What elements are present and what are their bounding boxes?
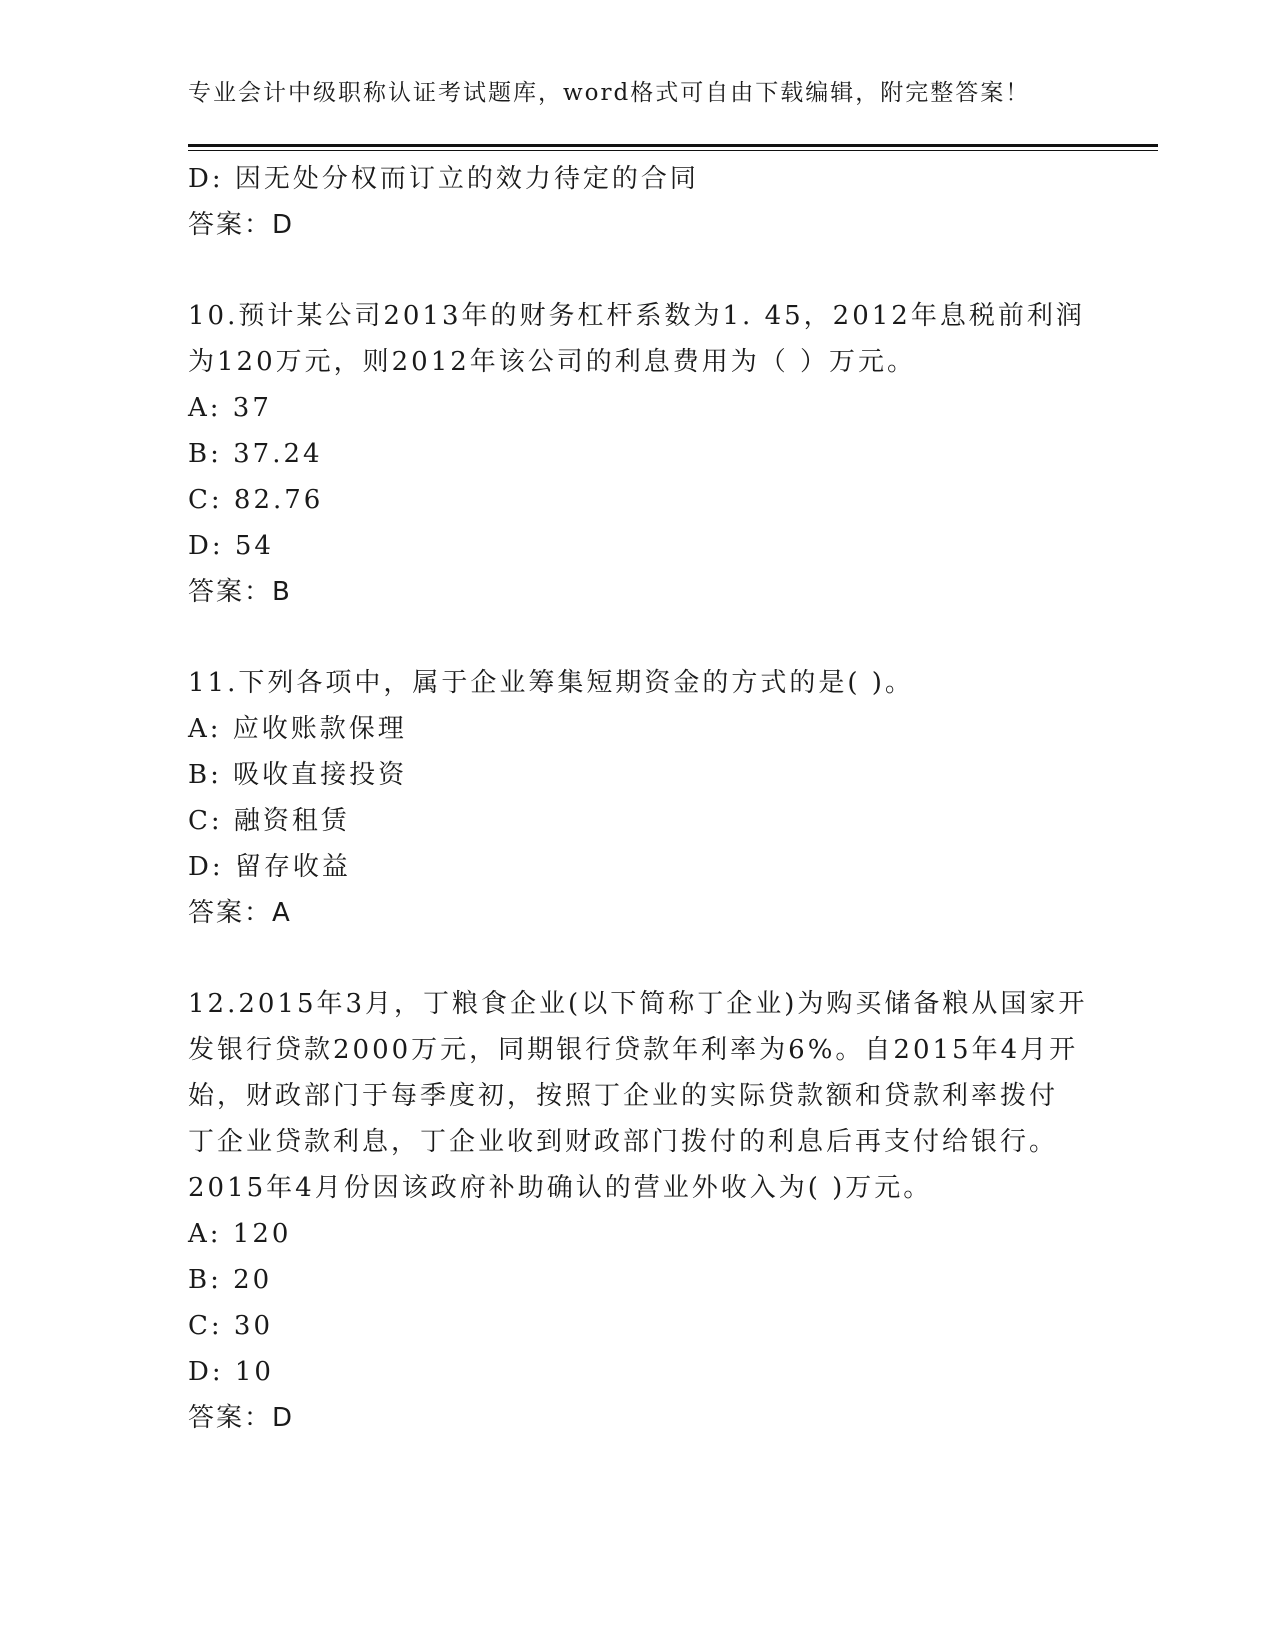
header-rule-thick xyxy=(188,144,1158,147)
spacer xyxy=(188,615,1088,660)
question-text-line: 11.下列各项中，属于企业筹集短期资金的方式的是( )。 xyxy=(188,668,914,698)
header-rule-thin xyxy=(188,150,1158,151)
option-d: D: 留存收益 xyxy=(188,852,351,882)
spacer xyxy=(188,248,1088,293)
question-text-line: 为120万元，则2012年该公司的利息费用为（ ）万元。 xyxy=(188,347,917,377)
option-c: C: 82.76 xyxy=(188,485,324,515)
option-b: B: 吸收直接投资 xyxy=(188,760,408,790)
option-d: D: 因无处分权而订立的效力待定的合同 xyxy=(188,164,699,194)
answer-line: 答案：A xyxy=(188,898,292,928)
option-a: A: 应收账款保理 xyxy=(188,714,407,744)
option-d: D: 54 xyxy=(188,531,274,561)
answer-line: 答案：B xyxy=(188,577,292,607)
option-c: C: 30 xyxy=(188,1311,274,1341)
question-text-line: 丁企业贷款利息，丁企业收到财政部门拨付的利息后再支付给银行。 xyxy=(188,1127,1059,1157)
option-d: D: 10 xyxy=(188,1357,274,1387)
question-text-line: 10.预计某公司2013年的财务杠杆系数为1. 45，2012年息税前利润 xyxy=(188,301,1085,331)
question-text-line: 发银行贷款2000万元，同期银行贷款年利率为6%。自2015年4月开 xyxy=(188,1035,1079,1065)
spacer xyxy=(188,936,1088,981)
question-11 xyxy=(188,660,1088,936)
answer-line: 答案：D xyxy=(188,1403,295,1433)
question-9-tail xyxy=(188,156,1088,248)
answer-line: 答案：D xyxy=(188,210,295,240)
option-a: A: 120 xyxy=(188,1219,292,1249)
question-text-line: 12.2015年3月，丁粮食企业(以下简称丁企业)为购买储备粮从国家开 xyxy=(188,989,1088,1019)
document-body xyxy=(188,156,1088,1441)
question-12 xyxy=(188,981,1088,1441)
option-b: B: 20 xyxy=(188,1265,273,1295)
question-10 xyxy=(188,293,1088,615)
option-c: C: 融资租赁 xyxy=(188,806,350,836)
option-b: B: 37.24 xyxy=(188,439,323,469)
question-text-line: 始，财政部门于每季度初，按照丁企业的实际贷款额和贷款利率拨付 xyxy=(188,1081,1059,1111)
page-header: 专业会计中级职称认证考试题库，word格式可自由下载编辑，附完整答案！ xyxy=(188,80,1031,106)
option-a: A: 37 xyxy=(188,393,272,423)
question-text-line: 2015年4月份因该政府补助确认的营业外收入为( )万元。 xyxy=(188,1173,933,1203)
